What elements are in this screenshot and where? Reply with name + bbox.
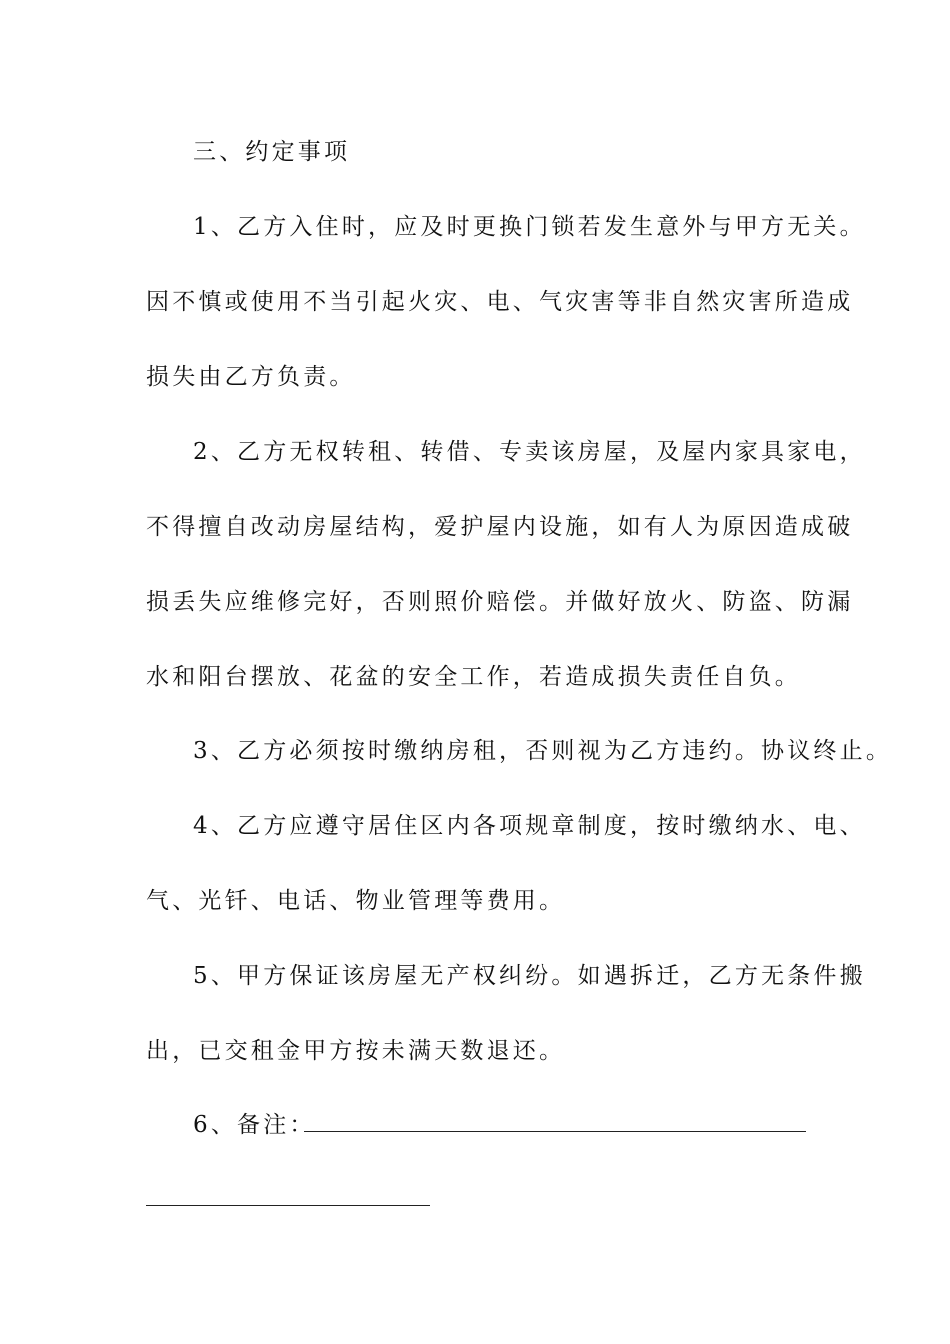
- clause-6-remarks-label: 6、备注：: [193, 1112, 316, 1138]
- clause-5-line-2: 出，已交租金甲方按未满天数退还。: [146, 1038, 566, 1064]
- clause-4-line-1: 4、乙方应遵守居住区内各项规章制度，按时缴纳水、电、: [193, 813, 866, 839]
- remarks-blank-line-continued: [146, 1205, 430, 1206]
- clause-4-line-2: 气、光钎、电话、物业管理等费用。: [146, 888, 566, 914]
- clause-2-line-4: 水和阳台摆放、花盆的安全工作，若造成损失责任自负。: [146, 664, 801, 690]
- clause-1-line-3: 损失由乙方负责。: [146, 364, 356, 390]
- clause-3-line-1: 3、乙方必须按时缴纳房租，否则视为乙方违约。协议终止。: [193, 738, 893, 764]
- clause-2-line-3: 损丢失应维修完好，否则照价赔偿。并做好放火、防盗、防漏: [146, 589, 854, 615]
- clause-5-line-1: 5、甲方保证该房屋无产权纠纷。如遇拆迁，乙方无条件搬: [193, 963, 866, 989]
- clause-2-line-1: 2、乙方无权转租、转借、专卖该房屋，及屋内家具家电，: [193, 439, 866, 465]
- section-heading: 三、约定事项: [193, 139, 351, 165]
- clause-1-line-1: 1、乙方入住时，应及时更换门锁若发生意外与甲方无关。: [193, 214, 866, 240]
- clause-2-line-2: 不得擅自改动房屋结构，爱护屋内设施，如有人为原因造成破: [146, 514, 854, 540]
- remarks-blank-line: [304, 1131, 806, 1132]
- clause-1-line-2: 因不慎或使用不当引起火灾、电、气灾害等非自然灾害所造成: [146, 289, 854, 315]
